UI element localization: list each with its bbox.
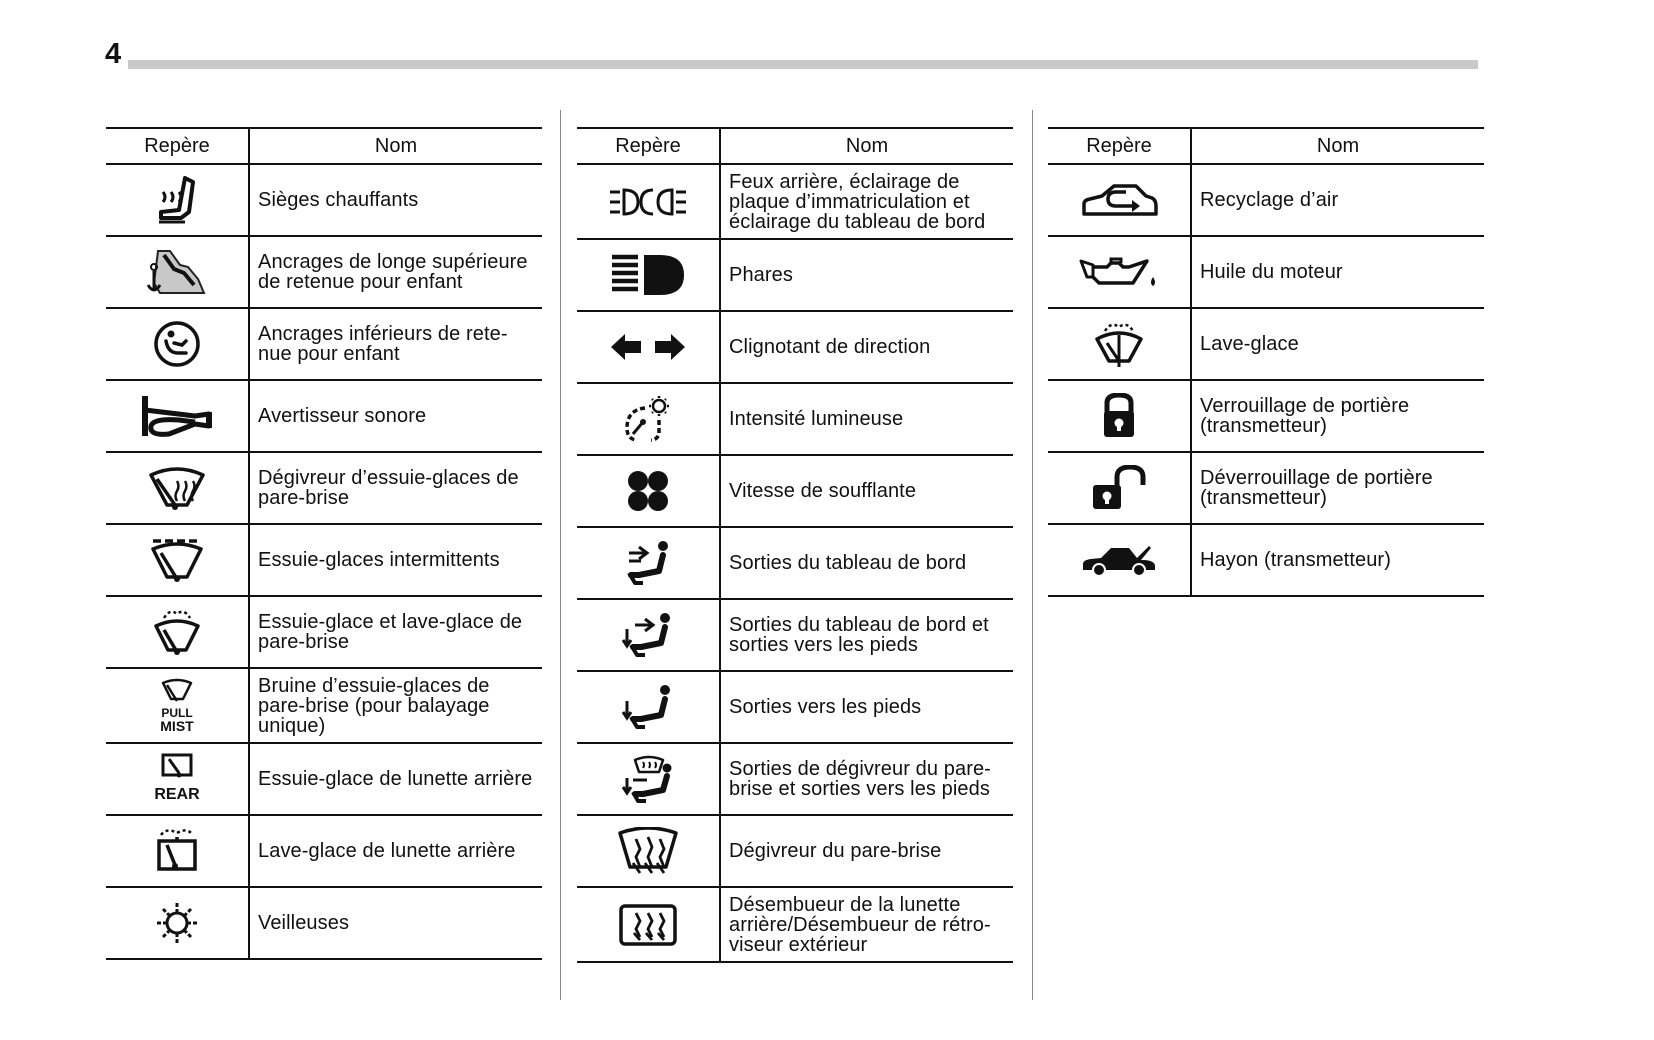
table-row [577, 455, 1013, 527]
table-row [577, 164, 1013, 239]
table-header [106, 128, 542, 164]
brightness-icon [621, 394, 675, 444]
row-name: Lave-glace [1191, 308, 1484, 380]
row-name: Recyclage d’air [1191, 164, 1484, 236]
table-row [1048, 452, 1484, 524]
column-divider [1032, 110, 1033, 1000]
table-row [577, 815, 1013, 887]
vent-face-feet-icon [621, 611, 675, 659]
heated-seat-icon [151, 174, 203, 226]
row-name: Sièges chauffants [249, 164, 542, 236]
header-symbol: Repère [106, 128, 249, 164]
vent-face-icon [623, 539, 673, 587]
washer-fluid-icon [1093, 319, 1145, 369]
symbols-table-3 [1048, 127, 1484, 597]
table-header [577, 128, 1013, 164]
rear-wiper-icon [149, 751, 205, 807]
row-name: Ancrages de longe supérieure de retenue pour enfant [249, 236, 542, 308]
header-symbol: Repère [1048, 128, 1191, 164]
symbols-table-1 [106, 127, 542, 960]
row-name: Lave-glace de lunette arrière [249, 815, 542, 887]
table-row [577, 599, 1013, 671]
symbols-table-2 [577, 127, 1013, 963]
header-symbol: Repère [577, 128, 720, 164]
table-row [106, 308, 542, 380]
engine-oil-icon [1079, 255, 1159, 289]
row-name: Sorties de dégivreur du pare- brise et sorties vers les pieds [720, 743, 1013, 815]
row-name: Ancrages inférieurs de rete- nue pour enfant [249, 308, 542, 380]
table-row [106, 596, 542, 668]
header-name: Nom [1191, 128, 1484, 164]
row-name: Hayon (transmetteur) [1191, 524, 1484, 596]
row-name: Essuie-glace et lave-glace de pare-brise [249, 596, 542, 668]
child-seat-lower-anchor-icon [152, 319, 202, 369]
child-seat-top-tether-icon [144, 247, 210, 297]
turn-signal-icon [609, 332, 687, 362]
table-row [106, 236, 542, 308]
row-name: Vitesse de soufflante [720, 455, 1013, 527]
page-number: 4 [105, 38, 122, 70]
table-row [1048, 524, 1484, 596]
table-header [1048, 128, 1484, 164]
parking-light-icon [151, 899, 203, 947]
table-row [577, 887, 1013, 962]
table-row [106, 452, 542, 524]
row-name: Sorties du tableau de bord [720, 527, 1013, 599]
mist-label: MIST [160, 717, 194, 734]
row-name: Sorties vers les pieds [720, 671, 1013, 743]
intermittent-wiper-icon [149, 535, 205, 585]
row-name: Déverrouillage de portière (transmetteur) [1191, 452, 1484, 524]
row-name: Huile du moteur [1191, 236, 1484, 308]
headlight-icon [610, 253, 686, 297]
table-row [106, 380, 542, 452]
row-name: Phares [720, 239, 1013, 311]
table-row [1048, 236, 1484, 308]
table-row [106, 887, 542, 959]
table-row [1048, 380, 1484, 452]
table-row [577, 239, 1013, 311]
wiper-washer-icon [150, 606, 204, 658]
rear-label: REAR [154, 786, 200, 803]
rear-washer-icon [151, 825, 203, 877]
row-name: Avertisseur sonore [249, 380, 542, 452]
table-row [577, 671, 1013, 743]
rear-defogger-icon [618, 903, 678, 947]
vent-feet-icon [621, 683, 675, 731]
windshield-defroster-icon [616, 827, 680, 875]
row-name: Dégivreur d’essuie-glaces de pare-brise [249, 452, 542, 524]
fan-speed-icon [624, 467, 672, 515]
air-recirculation-icon [1080, 182, 1158, 218]
row-name: Intensité lumineuse [720, 383, 1013, 455]
table-row [577, 383, 1013, 455]
pull-label: PULL [161, 705, 193, 720]
table-row [577, 527, 1013, 599]
row-name: Essuie-glace de lunette arrière [249, 743, 542, 815]
table-row [1048, 308, 1484, 380]
wiper-deicer-icon [147, 465, 207, 511]
row-name: Sorties du tableau de bord et sorties vers les pieds [720, 599, 1013, 671]
horn-icon [139, 392, 215, 440]
trunk-open-icon [1079, 542, 1159, 578]
table-row [106, 743, 542, 815]
table-row [577, 311, 1013, 383]
row-name: Essuie-glaces intermittents [249, 524, 542, 596]
header-name: Nom [249, 128, 542, 164]
door-lock-icon [1101, 393, 1137, 439]
row-name: Dégivreur du pare-brise [720, 815, 1013, 887]
door-unlock-icon [1090, 465, 1148, 511]
table-row [1048, 164, 1484, 236]
row-name: Feux arrière, éclairage de plaque d’immatriculation et éclairage du tableau de bord [720, 164, 1013, 239]
row-name: Veilleuses [249, 887, 542, 959]
table-row [106, 815, 542, 887]
table-row [577, 743, 1013, 815]
row-name: Clignotant de direction [720, 311, 1013, 383]
row-name: Désembueur de la lunette arrière/Désembueur de rétro- viseur extérieur [720, 887, 1013, 962]
table-row [106, 668, 542, 743]
column-divider [560, 110, 561, 1000]
header-rule [128, 60, 1478, 69]
row-name: Bruine d’essuie-glaces de pare-brise (pour balayage unique) [249, 668, 542, 743]
table-row [106, 524, 542, 596]
header-name: Nom [720, 128, 1013, 164]
tail-lights-icon [608, 187, 688, 217]
row-name: Verrouillage de portière (transmetteur) [1191, 380, 1484, 452]
pull-mist-icon [155, 677, 199, 735]
defrost-feet-icon [621, 754, 675, 804]
table-row [106, 164, 542, 236]
